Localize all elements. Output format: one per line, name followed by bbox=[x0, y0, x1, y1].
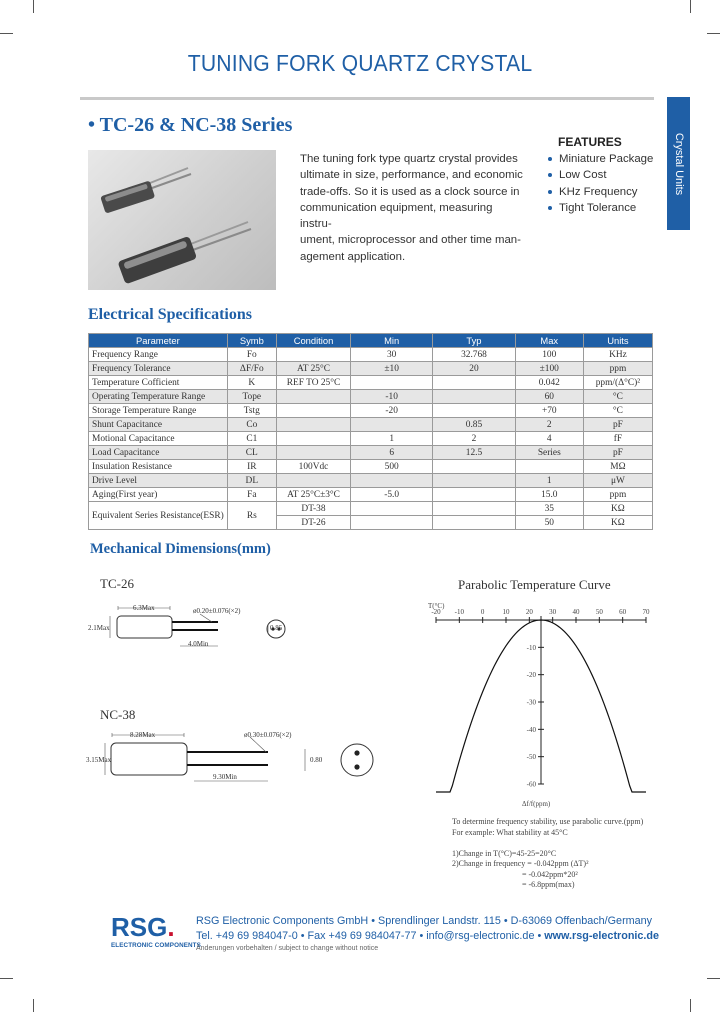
table-cell: °C bbox=[583, 390, 652, 404]
crop-mark bbox=[33, 0, 34, 13]
y-tick-label: -10 bbox=[526, 643, 536, 652]
nc38-pitch: 0.80 bbox=[310, 756, 323, 764]
table-cell: Tope bbox=[227, 390, 276, 404]
logo-text: RSG bbox=[111, 912, 168, 942]
x-tick-label: 70 bbox=[642, 608, 650, 616]
table-cell: KΩ bbox=[583, 516, 652, 530]
column-header: Max bbox=[515, 334, 583, 348]
table-cell: 2 bbox=[433, 432, 516, 446]
x-tick-label: 50 bbox=[595, 608, 603, 616]
nc38-lead-length: 9.30Min bbox=[213, 773, 237, 781]
page-title: TUNING FORK QUARTZ CRYSTAL bbox=[187, 50, 533, 76]
table-cell bbox=[433, 502, 516, 516]
table-cell: KΩ bbox=[583, 502, 652, 516]
feature-item: Low Cost bbox=[548, 167, 653, 183]
table-cell: 60 bbox=[515, 390, 583, 404]
tc26-lead: ø0.20±0.076(×2) bbox=[193, 607, 241, 615]
feature-item: Miniature Package bbox=[548, 151, 653, 167]
table-row bbox=[89, 488, 653, 502]
note-line: 1)Change in T(°C)=45-25=20°C bbox=[452, 848, 557, 858]
x-tick-label: 40 bbox=[572, 608, 580, 616]
temperature-curve-chart bbox=[420, 598, 660, 813]
x-tick-label: -20 bbox=[431, 608, 441, 616]
table-cell bbox=[433, 516, 516, 530]
table-cell bbox=[433, 390, 516, 404]
table-cell: Temperature Cofficient bbox=[89, 376, 228, 390]
intro-text bbox=[300, 151, 525, 265]
crop-mark bbox=[0, 33, 13, 34]
table-cell bbox=[433, 376, 516, 390]
note-line: = -0.042ppm*20² bbox=[522, 869, 578, 879]
website-link[interactable]: www.rsg-electronic.de bbox=[544, 930, 660, 942]
table-row bbox=[89, 390, 653, 404]
table-row bbox=[89, 418, 653, 432]
crop-mark bbox=[33, 999, 34, 1012]
tc26-label: TC-26 bbox=[100, 576, 134, 591]
table-cell: Aging(First year) bbox=[89, 488, 228, 502]
table-cell: DT-38 bbox=[276, 502, 350, 516]
table-row bbox=[89, 474, 653, 488]
note-line: For example: What stability at 45°C bbox=[452, 827, 568, 837]
crop-mark bbox=[690, 0, 691, 13]
nc38-lead: ø0.30±0.076(×2) bbox=[244, 731, 292, 739]
table-cell: ppm/(Δ°C)² bbox=[583, 376, 652, 390]
table-cell: AT 25°C bbox=[276, 362, 350, 376]
mechanical-heading: Mechanical Dimensions(mm) bbox=[90, 541, 271, 557]
table-cell bbox=[433, 460, 516, 474]
table-cell: Load Capacitance bbox=[89, 446, 228, 460]
table-cell: 2 bbox=[515, 418, 583, 432]
table-cell: Rs bbox=[227, 502, 276, 530]
column-header: Units bbox=[583, 334, 652, 348]
bullet-icon bbox=[548, 206, 552, 210]
table-cell: 20 bbox=[433, 362, 516, 376]
company-logo bbox=[111, 914, 201, 949]
table-cell: IR bbox=[227, 460, 276, 474]
company-contact bbox=[196, 930, 659, 942]
table-cell: 12.5 bbox=[433, 446, 516, 460]
table-cell: DL bbox=[227, 474, 276, 488]
table-row bbox=[89, 432, 653, 446]
table-cell: 500 bbox=[351, 460, 433, 474]
x-tick-label: 60 bbox=[619, 608, 627, 616]
note-line: = -6.8ppm(max) bbox=[522, 880, 575, 889]
note-line bbox=[452, 838, 643, 849]
table-cell: fF bbox=[583, 432, 652, 446]
table-cell: ppm bbox=[583, 362, 652, 376]
electrical-heading: Electrical Specifications bbox=[88, 306, 252, 323]
table-cell: 0.042 bbox=[515, 376, 583, 390]
features-list bbox=[548, 151, 653, 216]
table-cell: 32.768 bbox=[433, 348, 516, 362]
x-tick-label: 10 bbox=[502, 608, 510, 616]
nc38-diameter: 3.15Max bbox=[86, 756, 112, 764]
table-cell: pF bbox=[583, 418, 652, 432]
table-cell: 6 bbox=[351, 446, 433, 460]
y-axis-unit: Δf/f(ppm) bbox=[522, 800, 551, 808]
x-axis-unit: T(°C) bbox=[428, 602, 445, 610]
contact-text: Tel. +49 69 984047-0 • Fax +49 69 984047-77 • info@rsg-electronic.de • bbox=[196, 930, 545, 942]
table-cell: 35 bbox=[515, 502, 583, 516]
tc26-length: 6.3Max bbox=[133, 604, 155, 612]
table-cell: -10 bbox=[351, 390, 433, 404]
table-cell: Insulation Resistance bbox=[89, 460, 228, 474]
logo-subtitle: ELECTRONIC COMPONENTS bbox=[111, 942, 201, 949]
intro-line: communication equipment, measuring instru- bbox=[300, 201, 493, 231]
table-cell: REF TO 25°C bbox=[276, 376, 350, 390]
table-cell: Co bbox=[227, 418, 276, 432]
intro-line: The tuning fork type quartz crystal provides bbox=[300, 153, 518, 165]
table-cell: K bbox=[227, 376, 276, 390]
column-header: Condition bbox=[276, 334, 350, 348]
title-divider bbox=[80, 97, 654, 100]
table-cell bbox=[276, 446, 350, 460]
series-title: • TC-26 & NC-38 Series bbox=[88, 114, 293, 136]
tc26-diameter: 2.1Max bbox=[88, 624, 110, 632]
y-tick-label: -50 bbox=[526, 753, 536, 762]
table-cell: DT-26 bbox=[276, 516, 350, 530]
y-tick-label: -20 bbox=[526, 671, 536, 680]
y-tick-label: -30 bbox=[526, 698, 536, 707]
table-cell bbox=[276, 348, 350, 362]
x-tick-label: 20 bbox=[525, 608, 533, 616]
y-tick-label: -40 bbox=[526, 725, 536, 734]
table-cell: 100 bbox=[515, 348, 583, 362]
crop-mark bbox=[0, 978, 13, 979]
table-cell bbox=[276, 418, 350, 432]
table-row bbox=[89, 348, 653, 362]
table-cell bbox=[351, 516, 433, 530]
table-header-row bbox=[89, 334, 653, 348]
curve-title: Parabolic Temperature Curve bbox=[458, 577, 611, 592]
side-tab-label: Crystal Units bbox=[672, 132, 685, 195]
logo-dot: . bbox=[167, 912, 175, 942]
nc38-length: 8.28Max bbox=[130, 731, 156, 739]
table-cell: AT 25°C±3°C bbox=[276, 488, 350, 502]
table-cell bbox=[433, 488, 516, 502]
table-cell: Frequency Range bbox=[89, 348, 228, 362]
table-cell: ±10 bbox=[351, 362, 433, 376]
column-header: Min bbox=[351, 334, 433, 348]
table-cell: ΔF/Fo bbox=[227, 362, 276, 376]
table-row bbox=[89, 502, 653, 516]
table-cell: Fa bbox=[227, 488, 276, 502]
table-cell: -20 bbox=[351, 404, 433, 418]
table-cell: 1 bbox=[515, 474, 583, 488]
crop-mark bbox=[690, 999, 691, 1012]
x-tick-label: 30 bbox=[549, 608, 557, 616]
table-cell: -5.0 bbox=[351, 488, 433, 502]
note-line: 2)Change in frequency = -0.042ppm (ΔT)² bbox=[452, 859, 589, 868]
table-cell: Fo bbox=[227, 348, 276, 362]
table-cell: 1 bbox=[351, 432, 433, 446]
table-cell: CL bbox=[227, 446, 276, 460]
crop-mark bbox=[707, 33, 720, 34]
table-cell: μW bbox=[583, 474, 652, 488]
table-cell: 50 bbox=[515, 516, 583, 530]
table-cell: 0.85 bbox=[433, 418, 516, 432]
table-cell bbox=[276, 404, 350, 418]
feature-item: Tight Tolerance bbox=[548, 200, 653, 216]
table-cell bbox=[351, 474, 433, 488]
table-cell: 15.0 bbox=[515, 488, 583, 502]
intro-line: ument, microprocessor and other time man- bbox=[300, 234, 521, 247]
table-cell: 100Vdc bbox=[276, 460, 350, 474]
table-cell: Shunt Capacitance bbox=[89, 418, 228, 432]
table-cell bbox=[351, 376, 433, 390]
table-cell bbox=[276, 390, 350, 404]
bullet-icon bbox=[548, 173, 552, 177]
features-heading: FEATURES bbox=[558, 135, 622, 149]
feature-item: KHz Frequency bbox=[548, 184, 653, 200]
y-tick-label: -60 bbox=[526, 780, 536, 789]
x-tick-label: -10 bbox=[454, 608, 465, 616]
table-row bbox=[89, 446, 653, 460]
column-header: Typ bbox=[433, 334, 516, 348]
table-row bbox=[89, 362, 653, 376]
table-cell bbox=[276, 474, 350, 488]
x-tick-label: 0 bbox=[480, 608, 485, 616]
table-row bbox=[89, 376, 653, 390]
table-cell bbox=[433, 404, 516, 418]
column-header: Parameter bbox=[89, 334, 228, 348]
table-cell bbox=[351, 418, 433, 432]
table-cell: Frequency Tolerance bbox=[89, 362, 228, 376]
curve-notes bbox=[452, 817, 643, 891]
change-notice: Änderungen vorbehalten / subject to change without notice bbox=[196, 945, 379, 952]
product-photo bbox=[88, 150, 276, 290]
company-address: RSG Electronic Components GmbH • Sprendlinger Landstr. 115 • D-63069 Offenbach/Germany bbox=[196, 915, 653, 927]
bullet-icon bbox=[548, 157, 552, 161]
table-cell: KHz bbox=[583, 348, 652, 362]
table-row bbox=[89, 460, 653, 474]
table-cell bbox=[433, 474, 516, 488]
table-row bbox=[89, 404, 653, 418]
table-cell: Drive Level bbox=[89, 474, 228, 488]
intro-line: ultimate in size, performance, and economic bbox=[300, 169, 523, 182]
table-cell: C1 bbox=[227, 432, 276, 446]
table-cell: Operating Temperature Range bbox=[89, 390, 228, 404]
table-cell: +70 bbox=[515, 404, 583, 418]
table-cell: °C bbox=[583, 404, 652, 418]
table-cell bbox=[276, 432, 350, 446]
table-cell: Series bbox=[515, 446, 583, 460]
table-cell: ±100 bbox=[515, 362, 583, 376]
side-tab[interactable] bbox=[667, 97, 690, 230]
table-cell: Equivalent Series Resistance(ESR) bbox=[89, 502, 228, 530]
table-cell bbox=[515, 460, 583, 474]
table-cell: ppm bbox=[583, 488, 652, 502]
bullet-icon bbox=[548, 190, 552, 194]
table-cell bbox=[351, 502, 433, 516]
tc26-pitch: 0.85 bbox=[270, 624, 283, 632]
tc26-lead-length: 4.0Min bbox=[188, 640, 209, 648]
table-cell: Tstg bbox=[227, 404, 276, 418]
table-cell: MΩ bbox=[583, 460, 652, 474]
column-header: Symb bbox=[227, 334, 276, 348]
table-cell: pF bbox=[583, 446, 652, 460]
nc38-label: NC-38 bbox=[100, 707, 136, 722]
table-cell: Motional Capacitance bbox=[89, 432, 228, 446]
electrical-spec-table bbox=[88, 333, 653, 530]
table-cell: 30 bbox=[351, 348, 433, 362]
table-cell: 4 bbox=[515, 432, 583, 446]
intro-line: trade-offs. So it is used as a clock source in bbox=[300, 185, 520, 198]
crop-mark bbox=[707, 978, 720, 979]
table-cell: Storage Temperature Range bbox=[89, 404, 228, 418]
intro-line: agement application. bbox=[300, 250, 406, 263]
note-line: To determine frequency stability, use parabolic curve.(ppm) bbox=[452, 817, 644, 826]
